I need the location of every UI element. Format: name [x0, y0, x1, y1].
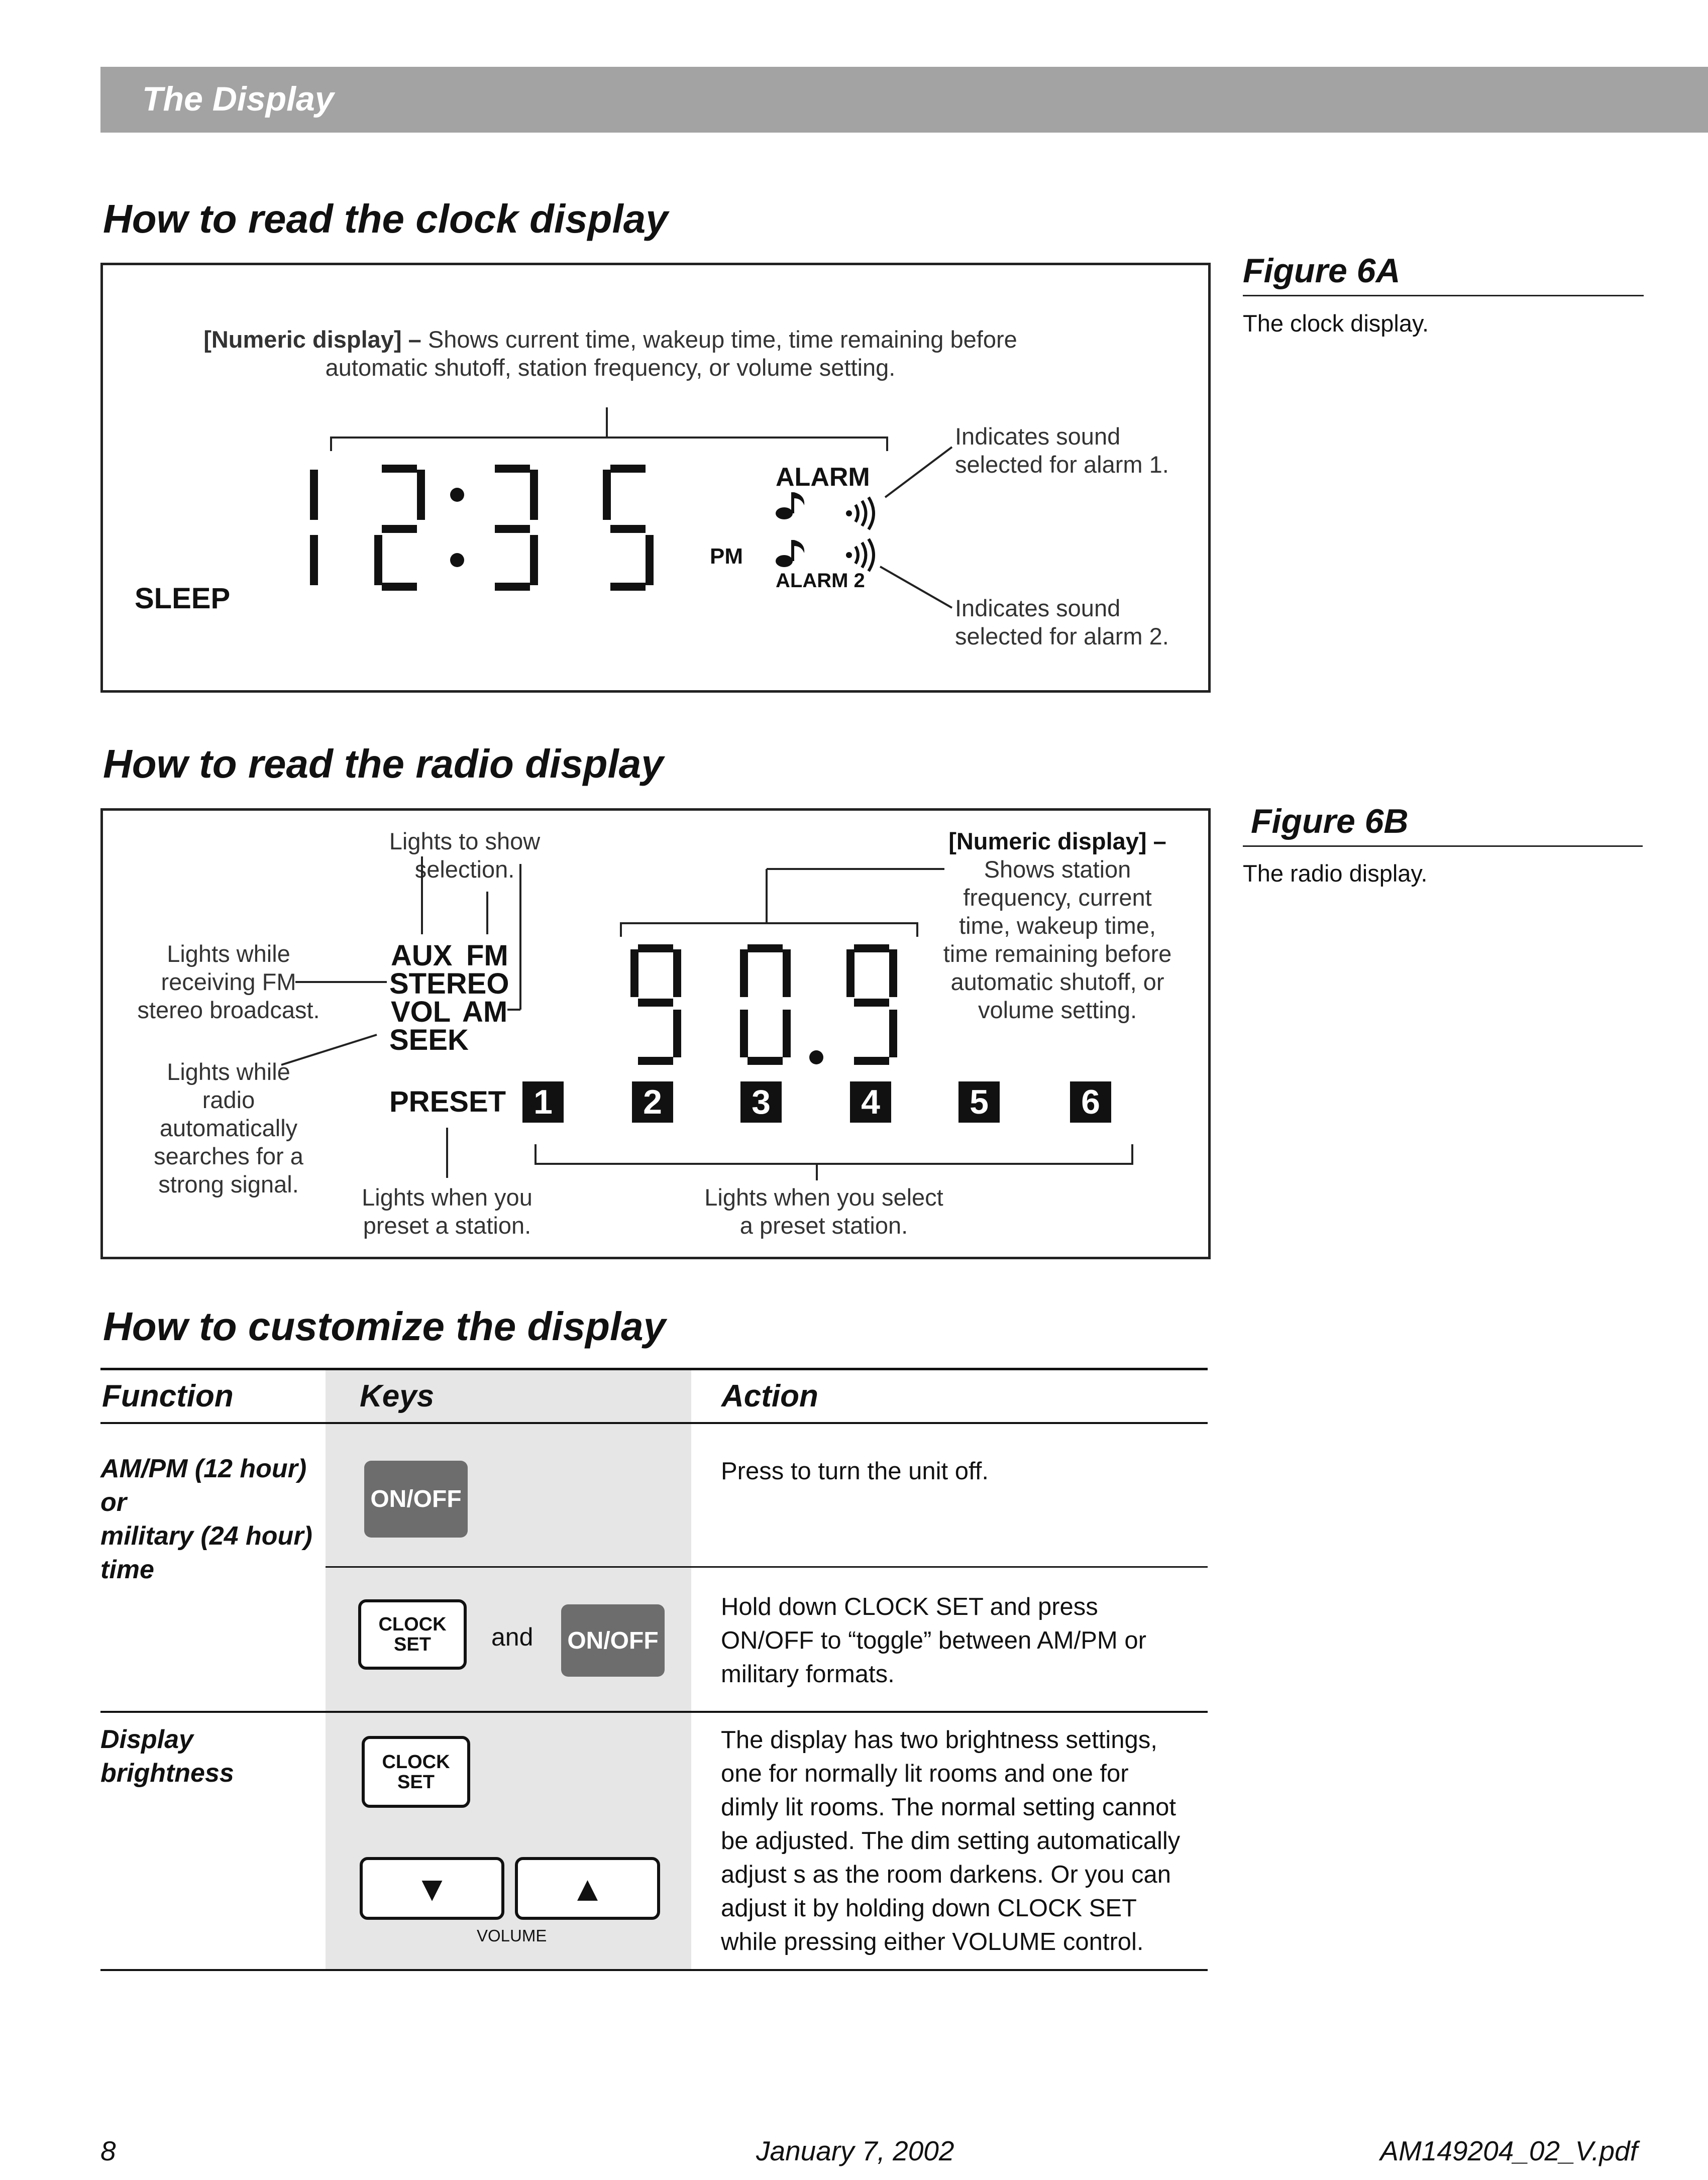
preset-1: 1: [522, 1081, 564, 1123]
radio-numeric-line: time remaining before: [943, 940, 1172, 967]
col-action-header: Action: [721, 1379, 818, 1413]
row2-action-line: be adjusted. The dim setting automatically: [721, 1827, 1181, 1855]
volume-up-key: ▲: [515, 1857, 660, 1920]
radio-numeric-line: Shows station: [984, 856, 1131, 883]
volume-down-key: ▼: [360, 1857, 504, 1920]
on-off-key: ON/OFF: [561, 1604, 665, 1677]
volume-label: VOLUME: [477, 1926, 547, 1945]
row1b-action-line: military formats.: [721, 1661, 895, 1688]
footer-filename: AM149204_02_V.pdf: [1380, 2135, 1638, 2166]
radio-numeric-line: automatic shutoff, or: [950, 968, 1164, 995]
alarm2-note-line2: selected for alarm 2.: [955, 623, 1169, 649]
numeric-desc-line2: automatic shutoff, station frequency, or volume setting.: [325, 354, 896, 381]
col-function-header: Function: [102, 1379, 234, 1413]
seek-note-line4: searches for a: [154, 1143, 303, 1169]
select-note-line2: a preset station.: [739, 1212, 908, 1239]
row1-function: [100, 1452, 312, 1587]
radio-numeric-line: time, wakeup time,: [959, 912, 1156, 939]
table-bottom-rule: [100, 1969, 1208, 1971]
select-note-line1: Lights when you select: [704, 1184, 943, 1211]
preset-note-line1: Lights when you: [362, 1184, 532, 1211]
preset-indicator: PRESET: [389, 1085, 506, 1118]
row1-function-line: AM/PM (12 hour): [100, 1454, 307, 1483]
customize-heading: How to customize the display: [103, 1304, 666, 1349]
seek-indicator: SEEK: [389, 1024, 469, 1056]
table-header-rule: [100, 1422, 1208, 1424]
alarm1-note-line1: Indicates sound: [955, 423, 1121, 450]
preset-5: 5: [958, 1081, 1000, 1123]
and-text: and: [491, 1623, 533, 1651]
numeric-display-label: [Numeric display] –: [203, 326, 421, 353]
row1-function-line: military (24 hour): [100, 1521, 312, 1551]
clock-set-key-line2: SET: [394, 1634, 431, 1655]
lights-show-line2: selection.: [414, 856, 515, 883]
section-title: The Display: [142, 80, 334, 118]
row2-action-line: while pressing either VOLUME control.: [721, 1928, 1144, 1955]
preset-4: 4: [850, 1081, 891, 1123]
clock-heading: How to read the clock display: [103, 196, 668, 241]
alarm-indicator: ALARM: [776, 463, 870, 492]
row2-action-line: adjust s as the room darkens. Or you can: [721, 1861, 1171, 1888]
row1-function-line: time: [100, 1555, 154, 1584]
radio-numeric-line: frequency, current: [963, 884, 1152, 911]
clock-set-key-line1: CLOCK: [378, 1614, 447, 1635]
figure-6a-label: Figure 6A: [1243, 252, 1401, 290]
row1b-action-line: Hold down CLOCK SET and press: [721, 1593, 1098, 1620]
figure-6b-caption: The radio display.: [1243, 860, 1428, 887]
preset-6: 6: [1070, 1081, 1111, 1123]
aux-indicator: AUX: [391, 939, 453, 972]
fm-stereo-line2: receiving FM: [161, 968, 296, 995]
stereo-indicator: STEREO: [389, 967, 509, 1000]
footer-date: January 7, 2002: [756, 2135, 954, 2166]
fm-stereo-line3: stereo broadcast.: [137, 997, 320, 1023]
row2-action-line: adjust it by holding down CLOCK SET: [721, 1895, 1137, 1922]
row1-function-line: or: [100, 1488, 127, 1517]
alarm2-indicator: ALARM 2: [776, 570, 865, 592]
lights-show-line1: Lights to show: [389, 828, 541, 854]
row2-function: [100, 1723, 234, 1790]
preset-2: 2: [632, 1081, 673, 1123]
am-indicator: AM: [462, 996, 508, 1028]
clock-set-key-line2: SET: [397, 1771, 435, 1793]
table-row-rule: [100, 1711, 1208, 1713]
row2-action: [721, 1723, 1180, 1959]
row1b-action: [721, 1590, 1146, 1691]
row2-action-line: one for normally lit rooms and one for: [721, 1760, 1129, 1787]
figure-6a-caption: The clock display.: [1243, 310, 1429, 337]
row2-action-line: The display has two brightness settings,: [721, 1726, 1157, 1754]
clock-set-key-line1: CLOCK: [382, 1751, 450, 1773]
alarm2-note-line1: Indicates sound: [955, 595, 1121, 621]
row2-function-line: Display: [100, 1725, 193, 1754]
fm-stereo-line1: Lights while: [167, 940, 290, 967]
alarm1-note-line2: selected for alarm 1.: [955, 451, 1169, 478]
radio-heading: How to read the radio display: [103, 741, 664, 786]
seek-note-line5: strong signal.: [158, 1171, 299, 1197]
figure-6b-label: Figure 6B: [1251, 802, 1409, 840]
fm-indicator: FM: [466, 939, 508, 972]
page-number: 8: [100, 2135, 116, 2166]
sleep-indicator: SLEEP: [135, 582, 231, 615]
clock-set-key: [358, 1599, 467, 1670]
table-subrow-rule: [326, 1566, 1208, 1568]
seek-note-line1: Lights while: [167, 1058, 290, 1085]
radio-numeric-line: volume setting.: [978, 997, 1137, 1023]
on-off-key: ON/OFF: [364, 1461, 468, 1538]
pm-indicator: PM: [710, 544, 743, 569]
row2-function-line: brightness: [100, 1759, 234, 1788]
row1a-action: Press to turn the unit off.: [721, 1458, 989, 1485]
seek-note-line2: radio: [202, 1086, 255, 1113]
numeric-desc-line1: Shows current time, wakeup time, time remaining before: [428, 326, 1017, 353]
row1b-action-line: ON/OFF to “toggle” between AM/PM or: [721, 1627, 1146, 1654]
radio-numeric-label: [Numeric display] –: [948, 828, 1166, 854]
seek-note-line3: automatically: [159, 1115, 298, 1141]
table-top-rule: [100, 1368, 1208, 1370]
preset-3: 3: [740, 1081, 782, 1123]
col-keys-header: Keys: [360, 1379, 435, 1413]
row2-action-line: dimly lit rooms. The normal setting cannot: [721, 1794, 1176, 1821]
clock-set-key: [362, 1736, 470, 1808]
vol-indicator: VOL: [391, 996, 451, 1028]
preset-note-line2: preset a station.: [363, 1212, 531, 1239]
